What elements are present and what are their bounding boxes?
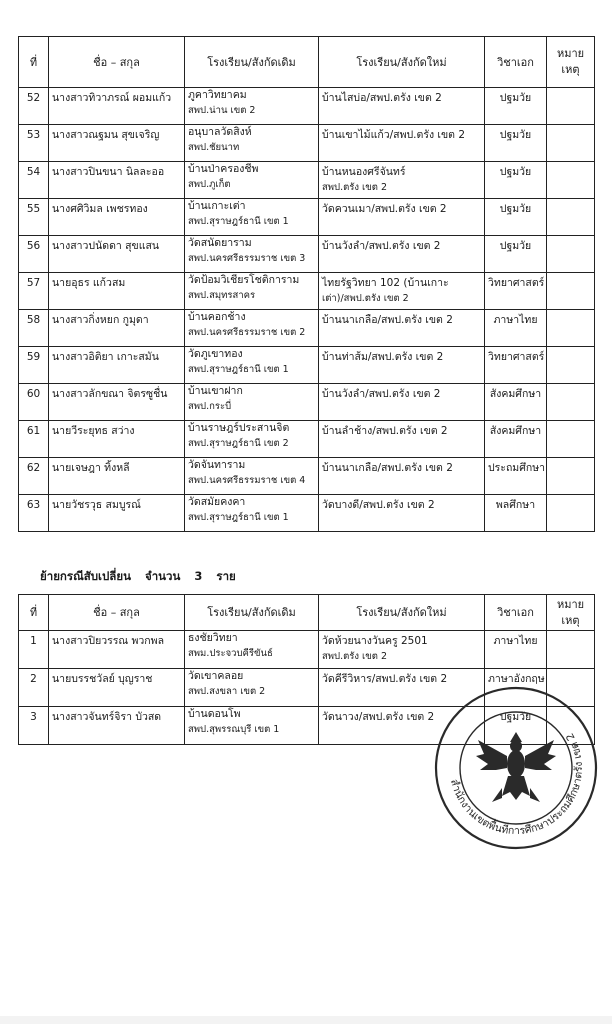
old-school-office: สพป.นครศรีธรรมราช เขต 2 xyxy=(188,327,306,338)
table-row xyxy=(19,125,595,162)
old-school-office: สพป.สงขลา เขต 2 xyxy=(188,686,266,697)
new-school-name: บ้านวังลำ/สพป.ตรัง เขต 2 xyxy=(322,240,441,252)
header-new-school: โรงเรียน/สังกัดใหม่ xyxy=(319,37,485,88)
new-school-name: วัดบางดี/สพป.ตรัง เขต 2 xyxy=(322,499,435,511)
table-row xyxy=(19,631,595,669)
cell-old-school xyxy=(185,384,319,421)
new-school-name: วัดห้วยนางวันครู 2501 xyxy=(322,635,428,647)
table-row xyxy=(19,347,595,384)
table-row xyxy=(19,384,595,421)
section-title-label: ย้ายกรณีสับเปลี่ยน xyxy=(40,569,131,583)
old-school-office: สพป.สุราษฎร์ธานี เขต 1 xyxy=(188,216,289,227)
cell-old-school xyxy=(185,88,319,125)
cell-major xyxy=(485,162,547,199)
cell-no xyxy=(19,669,49,707)
cell-no xyxy=(19,310,49,347)
cell-old-school xyxy=(185,421,319,458)
cell-remark xyxy=(547,88,595,125)
cell-name xyxy=(49,384,185,421)
person-name: นางสาวปินขนา นิลละออ xyxy=(52,166,165,178)
new-school-name: บ้านไสบ่อ/สพป.ตรัง เขต 2 xyxy=(322,92,442,104)
cell-new-school xyxy=(319,384,485,421)
header-old-school: โรงเรียน/สังกัดเดิม xyxy=(185,37,319,88)
cell-name xyxy=(49,347,185,384)
major-subject: สังคมศึกษา xyxy=(489,388,542,400)
cell-old-school xyxy=(185,310,319,347)
row-number: 63 xyxy=(26,499,41,511)
old-school-name: บ้านป่าครองชีพ xyxy=(188,163,259,175)
cell-no xyxy=(19,458,49,495)
old-school-name: บ้านเกาะเต่า xyxy=(188,200,246,212)
cell-remark xyxy=(547,631,595,669)
header-new-school: โรงเรียน/สังกัดใหม่ xyxy=(319,595,485,631)
cell-no xyxy=(19,707,49,745)
section-count-unit: ราย xyxy=(216,569,236,583)
row-number: 57 xyxy=(26,277,41,289)
new-school-office: สพป.ตรัง เขต 2 xyxy=(322,651,388,662)
table-header-row xyxy=(19,37,595,88)
new-school-name: วัดนาวง/สพป.ตรัง เขต 2 xyxy=(322,711,435,723)
old-school-office: สพป.นครศรีธรรมราช เขต 3 xyxy=(188,253,306,264)
old-school-office: สพป.สุราษฎร์ธานี เขต 1 xyxy=(188,512,289,523)
major-subject: ปฐมวัย xyxy=(499,166,532,178)
cell-no xyxy=(19,347,49,384)
cell-no xyxy=(19,631,49,669)
row-number: 56 xyxy=(26,240,41,252)
cell-major xyxy=(485,273,547,310)
cell-no xyxy=(19,495,49,532)
person-name: นางสาวปิยวรรณ พวกพล xyxy=(52,635,165,647)
cell-major xyxy=(485,236,547,273)
old-school-office: สพป.น่าน เขต 2 xyxy=(188,105,256,116)
cell-no xyxy=(19,236,49,273)
old-school-name: วัดเขาคลอย xyxy=(188,670,244,682)
section-count-label: จำนวน xyxy=(144,569,181,583)
cell-new-school xyxy=(319,421,485,458)
new-school-name: วัดคีรีวิหาร/สพป.ตรัง เขต 2 xyxy=(322,673,448,685)
cell-major xyxy=(485,88,547,125)
cell-remark xyxy=(547,458,595,495)
person-name: นางศศิวิมล เพชรทอง xyxy=(52,203,148,215)
person-name: นายวีระยุทธ สว่าง xyxy=(52,425,135,437)
cell-remark xyxy=(547,162,595,199)
cell-name xyxy=(49,199,185,236)
cell-old-school xyxy=(185,273,319,310)
person-name: นางสาวณฐมน สุขเจริญ xyxy=(52,129,160,141)
garuda-seal-icon xyxy=(432,684,600,852)
cell-old-school xyxy=(185,631,319,669)
new-school-name: บ้านนาเกลือ/สพป.ตรัง เขต 2 xyxy=(322,314,453,326)
table-row xyxy=(19,495,595,532)
cell-new-school xyxy=(319,458,485,495)
header-major: วิชาเอก xyxy=(485,595,547,631)
row-number: 1 xyxy=(30,635,37,647)
cell-name xyxy=(49,707,185,745)
person-name: นางสาวจันทร์จิรา บัวสด xyxy=(52,711,162,723)
old-school-name: วัดภูเขาทอง xyxy=(188,348,243,360)
cell-old-school xyxy=(185,669,319,707)
new-school-name: วัดควนเมา/สพป.ตรัง เขต 2 xyxy=(322,203,447,215)
row-number: 2 xyxy=(30,673,37,685)
cell-name xyxy=(49,631,185,669)
table-row xyxy=(19,273,595,310)
header-name: ชื่อ – สกุล xyxy=(49,37,185,88)
cell-new-school xyxy=(319,347,485,384)
row-number: 58 xyxy=(26,314,41,326)
cell-name xyxy=(49,273,185,310)
header-no: ที่ xyxy=(19,37,49,88)
cell-remark xyxy=(547,273,595,310)
row-number: 60 xyxy=(26,388,41,400)
major-subject: วิทยาศาสตร์ xyxy=(488,277,545,289)
person-name: นายบรรชวัลย์ บุญราช xyxy=(52,673,153,685)
row-number: 61 xyxy=(26,425,41,437)
section-count-value: 3 xyxy=(194,569,203,583)
cell-major xyxy=(485,125,547,162)
cell-no xyxy=(19,199,49,236)
person-name: นางสาวลักขณา จิตรซูชื่น xyxy=(52,388,168,400)
old-school-name: อนุบาลวัดสิงห์ xyxy=(188,126,252,138)
old-school-office: สพป.นครศรีธรรมราช เขต 4 xyxy=(188,475,306,486)
page-bottom-edge xyxy=(0,1016,612,1024)
cell-old-school xyxy=(185,347,319,384)
person-name: นางสาวทิวาภรณ์ ผอมแก้ว xyxy=(52,92,172,104)
table-row xyxy=(19,236,595,273)
cell-major xyxy=(485,421,547,458)
cell-old-school xyxy=(185,236,319,273)
cell-remark xyxy=(547,347,595,384)
old-school-name: บ้านราษฎร์ประสานจิต xyxy=(188,422,290,434)
cell-major xyxy=(485,199,547,236)
cell-remark xyxy=(547,310,595,347)
cell-new-school xyxy=(319,199,485,236)
major-subject: ประถมศึกษา xyxy=(488,462,546,474)
cell-no xyxy=(19,125,49,162)
person-name: นางสาวอิติยา เกาะสมัน xyxy=(52,351,159,363)
cell-name xyxy=(49,495,185,532)
old-school-office: สพป.กระบี่ xyxy=(188,401,232,412)
cell-major xyxy=(485,631,547,669)
cell-name xyxy=(49,125,185,162)
cell-new-school xyxy=(319,631,485,669)
cell-no xyxy=(19,384,49,421)
section-title-swap xyxy=(40,568,246,586)
header-old-school: โรงเรียน/สังกัดเดิม xyxy=(185,595,319,631)
major-subject: สังคมศึกษา xyxy=(489,425,542,437)
cell-no xyxy=(19,88,49,125)
old-school-name: วัดป้อมวิเชียรโชติการาม xyxy=(188,274,300,286)
cell-remark xyxy=(547,199,595,236)
new-school-office: เต่า)/สพป.ตรัง เขต 2 xyxy=(322,293,409,304)
major-subject: ปฐมวัย xyxy=(499,203,532,215)
cell-name xyxy=(49,669,185,707)
person-name: นายวัชรวุธ สมบูรณ์ xyxy=(52,499,141,511)
cell-no xyxy=(19,162,49,199)
cell-remark xyxy=(547,421,595,458)
cell-old-school xyxy=(185,707,319,745)
table-row xyxy=(19,458,595,495)
cell-remark xyxy=(547,236,595,273)
major-subject: ปฐมวัย xyxy=(499,711,532,723)
cell-remark xyxy=(547,125,595,162)
person-name: นายเจษฎา ทิ้งหลี xyxy=(52,462,130,474)
major-subject: ภาษาไทย xyxy=(493,314,538,326)
table-row xyxy=(19,88,595,125)
new-school-name: บ้านหนองศรีจันทร์ xyxy=(322,166,406,178)
old-school-name: วัดสนัดยาราม xyxy=(188,237,252,249)
old-school-office: สพป.สุราษฎร์ธานี เขต 2 xyxy=(188,438,289,449)
major-subject: ภาษาไทย xyxy=(493,635,538,647)
cell-major xyxy=(485,384,547,421)
new-school-name: ไทยรัฐวิทยา 102 (บ้านเกาะ xyxy=(322,277,449,289)
cell-old-school xyxy=(185,125,319,162)
header-remark: หมาย เหตุ xyxy=(547,37,595,88)
cell-name xyxy=(49,310,185,347)
major-subject: พลศึกษา xyxy=(495,499,536,511)
header-remark: หมาย เหตุ xyxy=(547,595,595,631)
major-subject: วิทยาศาสตร์ xyxy=(488,351,545,363)
cell-new-school xyxy=(319,273,485,310)
cell-no xyxy=(19,421,49,458)
old-school-name: ธงชัยวิทยา xyxy=(188,632,238,644)
major-subject: ปฐมวัย xyxy=(499,240,532,252)
seal-text: สำนักงานเขตพื้นที่การศึกษาประถมศึกษาตรัง เขต 2 xyxy=(447,730,586,838)
cell-new-school xyxy=(319,495,485,532)
old-school-name: วัดจันทาราม xyxy=(188,459,246,471)
new-school-name: บ้านเขาไม้แก้ว/สพป.ตรัง เขต 2 xyxy=(322,129,466,141)
cell-old-school xyxy=(185,162,319,199)
cell-new-school xyxy=(319,88,485,125)
old-school-office: สพม.ประจวบคีรีขันธ์ xyxy=(188,648,273,659)
old-school-name: ภูคาวิทยาคม xyxy=(188,89,247,101)
cell-name xyxy=(49,421,185,458)
cell-remark xyxy=(547,384,595,421)
garuda-emblem xyxy=(476,732,556,802)
old-school-office: สพป.สุราษฎร์ธานี เขต 1 xyxy=(188,364,289,375)
row-number: 62 xyxy=(26,462,41,474)
table-row xyxy=(19,421,595,458)
cell-name xyxy=(49,162,185,199)
table-row xyxy=(19,199,595,236)
old-school-name: วัดสมัยคงคา xyxy=(188,496,246,508)
old-school-name: บ้านคอกช้าง xyxy=(188,311,246,323)
row-number: 3 xyxy=(30,711,37,723)
row-number: 55 xyxy=(26,203,41,215)
cell-major xyxy=(485,310,547,347)
cell-major xyxy=(485,458,547,495)
cell-new-school xyxy=(319,310,485,347)
cell-new-school xyxy=(319,162,485,199)
major-subject: ภาษาอังกฤษ xyxy=(488,673,545,685)
transfer-table-main xyxy=(18,36,595,532)
cell-no xyxy=(19,273,49,310)
old-school-office: สพป.สมุทรสาคร xyxy=(188,290,256,301)
cell-old-school xyxy=(185,495,319,532)
row-number: 54 xyxy=(26,166,41,178)
row-number: 59 xyxy=(26,351,41,363)
person-name: นางสาวกิ่งหยก กูมุดา xyxy=(52,314,149,326)
header-major: วิชาเอก xyxy=(485,37,547,88)
major-subject: ปฐมวัย xyxy=(499,129,532,141)
cell-name xyxy=(49,236,185,273)
old-school-name: บ้านดอนโพ xyxy=(188,708,241,720)
cell-new-school xyxy=(319,236,485,273)
table-row xyxy=(19,310,595,347)
cell-major xyxy=(485,495,547,532)
old-school-office: สพป.ภูเก็ต xyxy=(188,179,231,190)
header-no: ที่ xyxy=(19,595,49,631)
new-school-name: บ้านลำช้าง/สพป.ตรัง เขต 2 xyxy=(322,425,448,437)
cell-old-school xyxy=(185,458,319,495)
old-school-name: บ้านเขาฝาก xyxy=(188,385,243,397)
header-name: ชื่อ – สกุล xyxy=(49,595,185,631)
table-header-row xyxy=(19,595,595,631)
row-number: 53 xyxy=(26,129,41,141)
major-subject: ปฐมวัย xyxy=(499,92,532,104)
cell-new-school xyxy=(319,125,485,162)
new-school-name: บ้านนาเกลือ/สพป.ตรัง เขต 2 xyxy=(322,462,453,474)
new-school-name: บ้านท่าส้ม/สพป.ตรัง เขต 2 xyxy=(322,351,444,363)
old-school-office: สพป.ชัยนาท xyxy=(188,142,240,153)
person-name: นายอุธร แก้วสม xyxy=(52,277,126,289)
cell-name xyxy=(49,458,185,495)
row-number: 52 xyxy=(26,92,41,104)
new-school-name: บ้านวังลำ/สพป.ตรัง เขต 2 xyxy=(322,388,441,400)
cell-name xyxy=(49,88,185,125)
new-school-office: สพป.ตรัง เขต 2 xyxy=(322,182,388,193)
cell-old-school xyxy=(185,199,319,236)
person-name: นางสาวปนัดดา สุขแสน xyxy=(52,240,160,252)
cell-major xyxy=(485,347,547,384)
table-row xyxy=(19,162,595,199)
old-school-office: สพป.สุพรรณบุรี เขต 1 xyxy=(188,724,280,735)
cell-remark xyxy=(547,495,595,532)
